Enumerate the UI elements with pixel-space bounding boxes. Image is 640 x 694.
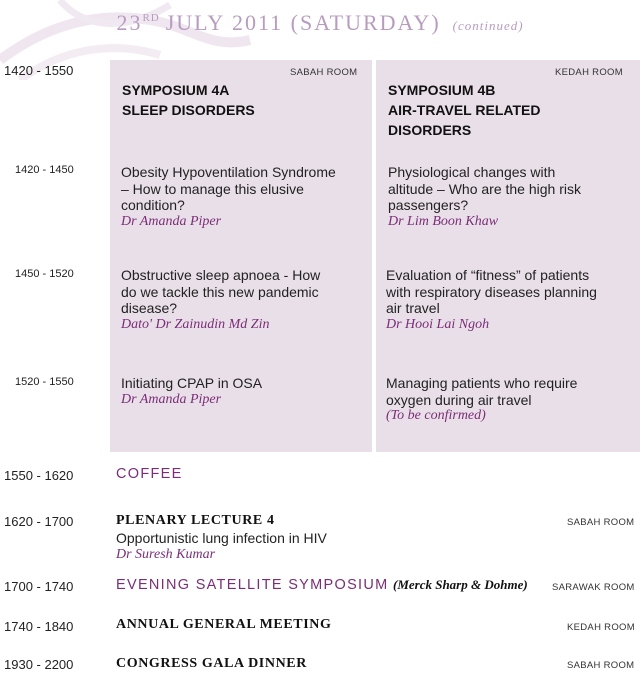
satellite-line	[116, 576, 528, 594]
session-3-left-talk	[121, 375, 262, 408]
talk-line: oxygen during air travel	[386, 391, 532, 408]
session-1-left-speaker: Dr Amanda Piper	[121, 213, 222, 229]
session-2-right-talk	[386, 267, 597, 333]
header-date: JULY 2011 (SATURDAY)	[165, 10, 441, 35]
satellite-room: SARAWAK ROOM	[552, 582, 635, 593]
talk-line: passengers?	[388, 197, 469, 213]
talk-line: Physiological changes with	[388, 164, 556, 180]
plenary-speaker: Dr Suresh Kumar	[116, 547, 216, 562]
symposium-4a-room: SABAH ROOM	[290, 67, 358, 78]
session-2-left-speaker: Dato' Dr Zainudin Md Zin	[121, 316, 270, 332]
coffee-label: COFFEE	[116, 466, 183, 482]
agm-time: 1740 - 1840	[4, 619, 74, 634]
gala-room: SABAH ROOM	[567, 660, 635, 671]
talk-line: altitude – Who are the high risk	[388, 180, 581, 197]
session-2-right-speaker: Dr Hooi Lai Ngoh	[386, 316, 490, 332]
symposium-4a-title-line2: SLEEP DISORDERS	[122, 102, 255, 118]
symposium-4b-title-line2: AIR-TRAVEL RELATED	[388, 102, 541, 118]
plenary-room: SABAH ROOM	[567, 517, 635, 528]
session-1-left-talk	[121, 164, 336, 230]
talk-line: air travel	[386, 300, 440, 316]
session-1-right-speaker: Dr Lim Boon Khaw	[388, 213, 499, 229]
symposium-4a-title-line1: SYMPOSIUM 4A	[122, 82, 230, 98]
gala-time: 1930 - 2200	[4, 657, 74, 672]
header-day: 23	[116, 10, 143, 35]
talk-line: condition?	[121, 197, 185, 213]
talk-line: Obstructive sleep apnoea - How	[121, 267, 321, 283]
session-1-right-talk	[388, 164, 581, 230]
session-2-left-talk	[121, 267, 320, 333]
talk-line: – How to manage this elusive	[121, 180, 304, 197]
talk-line: Initiating CPAP in OSA	[121, 375, 263, 391]
satellite-time: 1700 - 1740	[4, 579, 74, 594]
session-3-right-speaker: (To be confirmed)	[386, 408, 486, 423]
coffee-time: 1550 - 1620	[4, 468, 74, 483]
talk-line: Obesity Hypoventilation Syndrome	[121, 164, 336, 180]
talk-line: Evaluation of “fitness” of patients	[386, 267, 590, 283]
session-3-left-speaker: Dr Amanda Piper	[121, 391, 222, 407]
header-continued: (continued)	[452, 18, 524, 33]
session-3-time: 1520 - 1550	[15, 376, 74, 388]
satellite-title: EVENING SATELLITE SYMPOSIUM	[116, 577, 389, 593]
page-header	[0, 10, 640, 36]
agm-title: ANNUAL GENERAL MEETING	[116, 617, 332, 632]
plenary-time: 1620 - 1700	[4, 514, 74, 529]
plenary-talk: Opportunistic lung infection in HIV	[116, 530, 327, 546]
symposium-4b-room: KEDAH ROOM	[555, 67, 623, 78]
session-3-right-talk	[386, 375, 577, 425]
symposium-4b-title-line1: SYMPOSIUM 4B	[388, 82, 496, 98]
talk-line: Managing patients who require	[386, 375, 578, 391]
talk-line: do we tackle this new pandemic	[121, 283, 319, 300]
header-day-suffix: RD	[142, 12, 160, 24]
agm-room: KEDAH ROOM	[567, 622, 635, 633]
symposium-4a-title	[122, 80, 255, 120]
symposium-4b-title-line3: DISORDERS	[388, 122, 472, 138]
session-2-time: 1450 - 1520	[15, 268, 74, 280]
satellite-sponsor: (Merck Sharp & Dohme)	[392, 577, 528, 592]
gala-title: CONGRESS GALA DINNER	[116, 656, 307, 671]
symposium-4b-title	[388, 80, 540, 140]
symposium-time: 1420 - 1550	[4, 63, 74, 78]
plenary-title: PLENARY LECTURE 4	[116, 513, 275, 528]
talk-line: disease?	[121, 300, 178, 316]
talk-line: with respiratory diseases planning	[386, 283, 597, 300]
session-1-time: 1420 - 1450	[15, 164, 74, 176]
